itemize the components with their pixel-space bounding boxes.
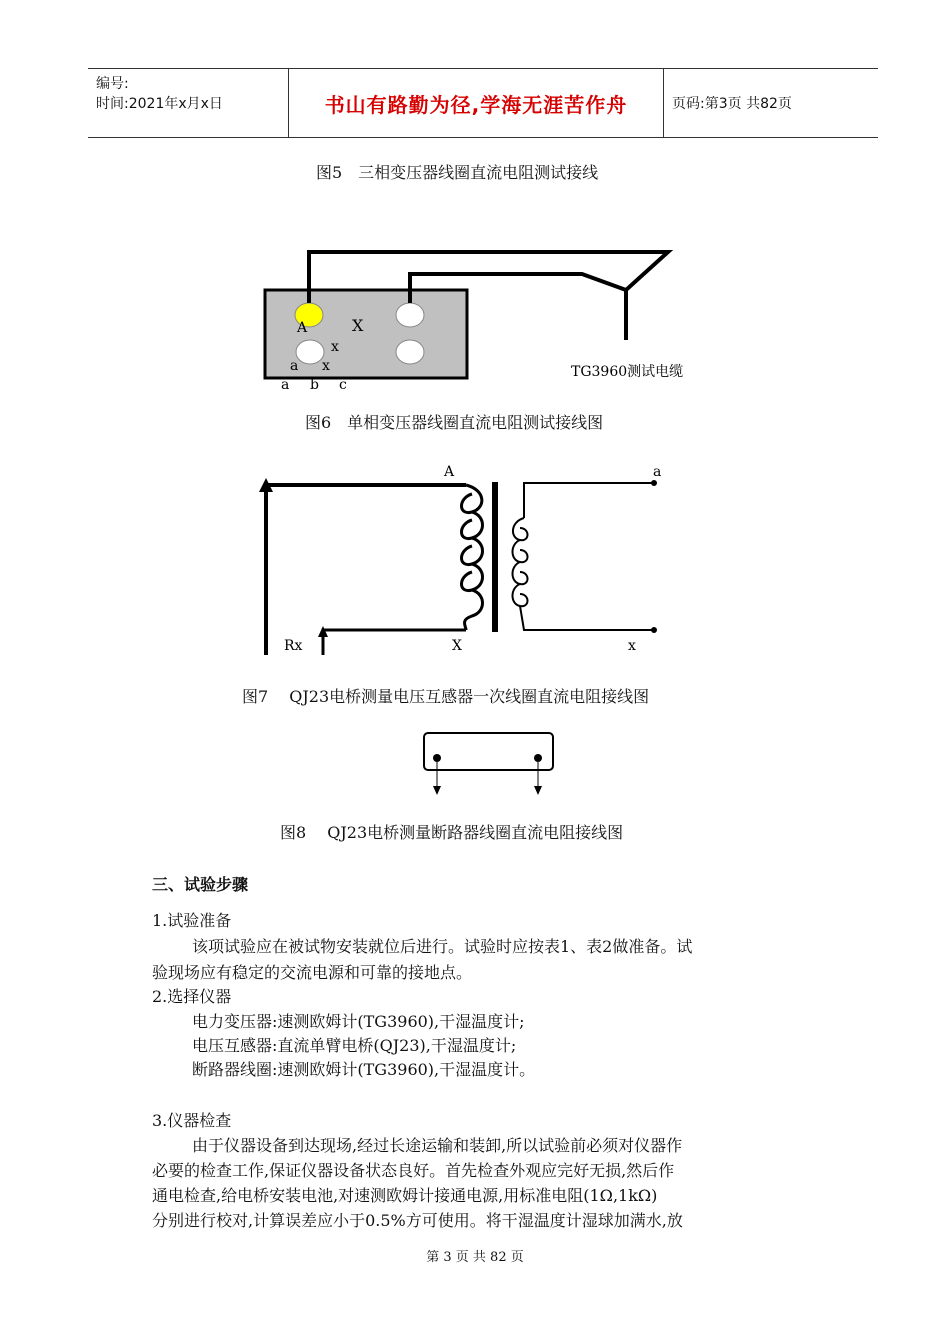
fig6-label-a2: a bbox=[281, 377, 290, 393]
fig6-label-a: a bbox=[290, 358, 299, 374]
step1-paragraph-line1: 该项试验应在被试物安装就位后进行。试验时应按表1、表2做准备。试 bbox=[192, 937, 693, 956]
fig6-terminal-bottom-right bbox=[396, 340, 424, 364]
fig7-wire-a bbox=[524, 483, 654, 518]
fig7-wire-rx bbox=[323, 630, 466, 655]
section-title: 三、试验步骤 bbox=[152, 875, 249, 894]
step1-title: 1.试验准备 bbox=[152, 911, 232, 930]
fig5-caption: 图5 三相变压器线圈直流电阻测试接线 bbox=[316, 163, 599, 182]
fig7-label-A: A bbox=[444, 464, 455, 480]
fig6-label-A: A bbox=[297, 320, 308, 336]
step2-line2: 电压互感器:直流单臂电桥(QJ23),干湿温度计; bbox=[192, 1036, 517, 1055]
fig6-label-b: b bbox=[310, 377, 319, 393]
step2-line1: 电力变压器:速测欧姆计(TG3960),干湿温度计; bbox=[192, 1012, 525, 1031]
fig8-arrow-left bbox=[433, 786, 441, 795]
fig6-diagram bbox=[265, 252, 683, 393]
fig6-label-x-mid: x bbox=[331, 339, 339, 355]
fig7-label-x: x bbox=[628, 638, 636, 654]
header-number: 编号: bbox=[96, 76, 129, 92]
header-time: 时间:2021年x月x日 bbox=[96, 96, 223, 112]
header-motto: 书山有路勤为径,学海无涯苦作舟 bbox=[324, 92, 628, 117]
page-footer: 第 3 页 共 82 页 bbox=[426, 1250, 524, 1265]
step3-paragraph-line4: 分别进行校对,计算误差应小于0.5%方可使用。将干湿温度计湿球加满水,放 bbox=[152, 1211, 683, 1230]
step3-paragraph-line3: 通电检查,给电桥安装电池,对速测欧姆计接通电源,用标准电阻(1Ω,1kΩ) bbox=[152, 1186, 658, 1205]
fig7-label-Rx: Rx bbox=[284, 638, 303, 654]
fig6-cable-label: TG3960测试电缆 bbox=[571, 364, 684, 380]
fig8-arrow-right bbox=[534, 786, 542, 795]
fig8-terminal-right bbox=[534, 754, 542, 762]
step1-paragraph-line2: 验现场应有稳定的交流电源和可靠的接地点。 bbox=[152, 963, 473, 982]
fig6-label-x: x bbox=[322, 358, 330, 374]
fig8-coil-box bbox=[424, 733, 553, 770]
fig7-terminal-a bbox=[651, 480, 657, 486]
fig7-primary-coil bbox=[462, 485, 483, 630]
fig7-secondary-coil bbox=[513, 518, 528, 606]
fig7-label-X: X bbox=[452, 638, 462, 654]
fig8-terminal-left bbox=[433, 754, 441, 762]
step2-title: 2.选择仪器 bbox=[152, 987, 232, 1006]
fig7-core bbox=[492, 482, 498, 632]
fig6-terminal-bottom-left bbox=[296, 340, 324, 364]
fig7-terminal-x bbox=[651, 627, 657, 633]
header-page-info: 页码:第3页 共82页 bbox=[672, 96, 792, 112]
fig8-caption: 图8 QJ23电桥测量断路器线圈直流电阻接线图 bbox=[280, 823, 624, 842]
fig6-label-X: X bbox=[352, 316, 364, 335]
step3-paragraph-line1: 由于仪器设备到达现场,经过长途运输和装卸,所以试验前必须对仪器作 bbox=[192, 1136, 683, 1155]
fig7-label-a: a bbox=[653, 464, 662, 480]
step3-title: 3.仪器检查 bbox=[152, 1111, 232, 1130]
fig6-label-c: c bbox=[339, 377, 347, 393]
fig6-terminal-top-right bbox=[396, 303, 424, 327]
step2-line3: 断路器线圈:速测欧姆计(TG3960),干湿温度计。 bbox=[192, 1060, 536, 1079]
fig7-caption: 图7 QJ23电桥测量电压互感器一次线圈直流电阻接线图 bbox=[242, 687, 650, 706]
fig6-caption: 图6 单相变压器线圈直流电阻测试接线图 bbox=[305, 413, 604, 432]
fig7-diagram bbox=[259, 464, 661, 655]
fig8-diagram bbox=[424, 733, 553, 795]
fig7-wire-x bbox=[520, 606, 654, 630]
step3-paragraph-line2: 必要的检查工作,保证仪器设备状态良好。首先检查外观应完好无损,然后作 bbox=[152, 1161, 675, 1180]
